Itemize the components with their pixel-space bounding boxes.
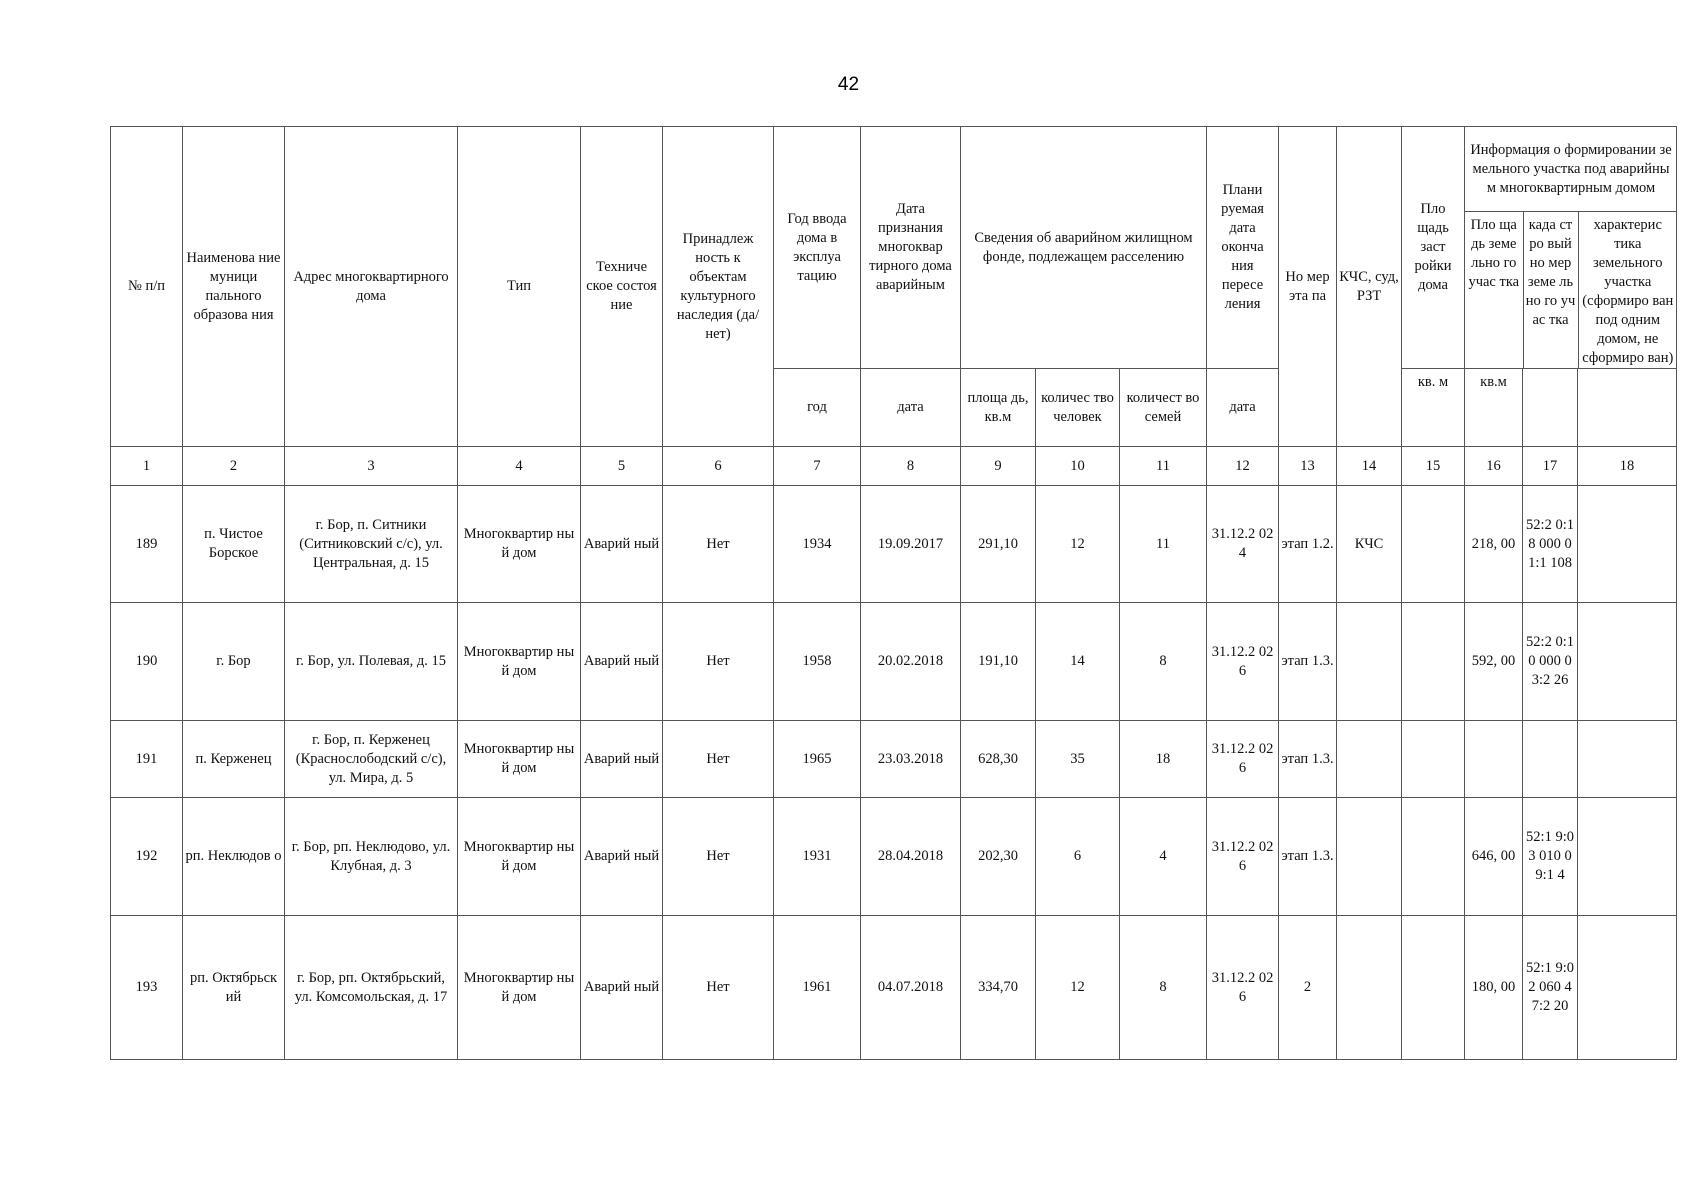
column-number: 1: [111, 447, 183, 486]
header-cadastral: када стро вый но мер земе льно го учас тка: [1523, 212, 1578, 369]
cell-people: 6: [1036, 798, 1120, 916]
cell-date: 28.04.2018: [861, 798, 961, 916]
column-number: 9: [961, 447, 1036, 486]
cell-planned: 31.12.2 026: [1207, 603, 1279, 721]
table-row: [111, 603, 1677, 721]
cell-planned: 31.12.2 026: [1207, 916, 1279, 1060]
header-num: № п/п: [111, 127, 183, 447]
cell-municipality: п. Чистое Борское: [183, 486, 285, 603]
cell-heritage: Нет: [663, 721, 774, 798]
cell-address: г. Бор, рп. Неклюдово, ул. Клубная, д. 3: [285, 798, 458, 916]
page-number: 42: [837, 74, 860, 95]
cell-land-char: [1578, 798, 1677, 916]
cell-land-area: 646, 00: [1465, 798, 1523, 916]
header-land-area: Пло щадь земе льно го учас тка: [1465, 212, 1523, 369]
header-sub-date: дата: [861, 369, 961, 447]
cell-year: 1931: [774, 798, 861, 916]
header-sub-land-area-unit: кв.м: [1465, 369, 1523, 447]
cell-planned: 31.12.2 026: [1207, 798, 1279, 916]
column-number: 4: [458, 447, 581, 486]
cell-heritage: Нет: [663, 916, 774, 1060]
table-row: [111, 486, 1677, 603]
cell-municipality: г. Бор: [183, 603, 285, 721]
cell-condition: Аварий ный: [581, 486, 663, 603]
header-sub-cadastral-cont: [1523, 369, 1578, 447]
cell-date: 20.02.2018: [861, 603, 961, 721]
header-kchs: КЧС, суд, РЗТ: [1337, 127, 1402, 447]
cell-area: 291,10: [961, 486, 1036, 603]
cell-type: Многоквартир ный дом: [458, 916, 581, 1060]
table-row: [111, 721, 1677, 798]
cell-heritage: Нет: [663, 486, 774, 603]
cell-area: 334,70: [961, 916, 1036, 1060]
cell-type: Многоквартир ный дом: [458, 721, 581, 798]
cell-address: г. Бор, рп. Октябрьский, ул. Комсомольская, д. 17: [285, 916, 458, 1060]
cell-kchs: [1337, 603, 1402, 721]
cell-kchs: [1337, 798, 1402, 916]
cell-stage: этап 1.3.: [1279, 721, 1337, 798]
column-number: 18: [1578, 447, 1677, 486]
cell-cadastral: [1523, 721, 1578, 798]
column-number: 6: [663, 447, 774, 486]
cell-people: 14: [1036, 603, 1120, 721]
cell-land-char: [1578, 603, 1677, 721]
cell-land-char: [1578, 486, 1677, 603]
cell-area: 191,10: [961, 603, 1036, 721]
column-number: 10: [1036, 447, 1120, 486]
cell-families: 8: [1120, 916, 1207, 1060]
cell-num: 191: [111, 721, 183, 798]
cell-kchs: КЧС: [1337, 486, 1402, 603]
cell-planned: 31.12.2 026: [1207, 721, 1279, 798]
cell-cadastral: 52:1 9:03 010 09:1 4: [1523, 798, 1578, 916]
cell-condition: Аварий ный: [581, 721, 663, 798]
header-planned-date: Плани руемая дата оконча ния пересе ления: [1207, 127, 1279, 369]
cell-heritage: Нет: [663, 603, 774, 721]
cell-building-area: [1402, 486, 1465, 603]
cell-cadastral: 52:2 0:10 000 03:2 26: [1523, 603, 1578, 721]
header-heritage: Принадлеж ность к объектам культурного наследия (да/нет): [663, 127, 774, 447]
column-number: 12: [1207, 447, 1279, 486]
housing-registry-table: [110, 126, 1677, 1060]
header-sub-year: год: [774, 369, 861, 447]
header-recognition-date: Дата признания многоквар тирного дома аварийным: [861, 127, 961, 369]
header-land-group: [1465, 127, 1677, 369]
column-number: 7: [774, 447, 861, 486]
header-sub-families: количест во семей: [1120, 369, 1207, 447]
cell-municipality: п. Керженец: [183, 721, 285, 798]
header-row-top: [111, 127, 1677, 369]
cell-families: 4: [1120, 798, 1207, 916]
header-year-built: Год ввода дома в эксплуа тацию: [774, 127, 861, 369]
cell-land-char: [1578, 721, 1677, 798]
cell-type: Многоквартир ный дом: [458, 798, 581, 916]
cell-land-area: 180, 00: [1465, 916, 1523, 1060]
cell-type: Многоквартир ный дом: [458, 603, 581, 721]
cell-building-area: [1402, 721, 1465, 798]
header-type: Тип: [458, 127, 581, 447]
column-number: 15: [1402, 447, 1465, 486]
column-number: 2: [183, 447, 285, 486]
table-row: [111, 798, 1677, 916]
cell-land-area: 592, 00: [1465, 603, 1523, 721]
header-land-char: характерис тика земельного участка (сформиро ван под одним домом, не сформиро ван): [1582, 217, 1674, 366]
header-address: Адрес многоквартирного дома: [285, 127, 458, 447]
header-sub-building-area-unit: кв. м: [1402, 369, 1465, 447]
cell-land-area: [1465, 721, 1523, 798]
cell-condition: Аварий ный: [581, 603, 663, 721]
cell-families: 11: [1120, 486, 1207, 603]
cell-people: 12: [1036, 486, 1120, 603]
cell-stage: 2: [1279, 916, 1337, 1060]
cell-kchs: [1337, 916, 1402, 1060]
header-land-info: Информация о формировании земельного участка под аварийным многоквартирным домом: [1465, 127, 1677, 212]
header-sub-planned-date: дата: [1207, 369, 1279, 447]
cell-area: 202,30: [961, 798, 1036, 916]
cell-year: 1961: [774, 916, 861, 1060]
cell-num: 192: [111, 798, 183, 916]
header-building-area: Пло щадь заст ройки дома: [1402, 127, 1465, 369]
header-condition: Техниче ское состоя ние: [581, 127, 663, 447]
cell-num: 189: [111, 486, 183, 603]
cell-date: 23.03.2018: [861, 721, 961, 798]
cell-num: 190: [111, 603, 183, 721]
header-stage-number: Но мер эта па: [1279, 127, 1337, 447]
cell-heritage: Нет: [663, 798, 774, 916]
cell-stage: этап 1.3.: [1279, 798, 1337, 916]
cell-cadastral: 52:2 0:18 000 01:1 108: [1523, 486, 1578, 603]
cell-address: г. Бор, п. Керженец (Краснослободский с/с), ул. Мира, д. 5: [285, 721, 458, 798]
header-municipality: Наименова ние муници пального образова ния: [183, 127, 285, 447]
cell-municipality: рп. Октябрьск ий: [183, 916, 285, 1060]
cell-kchs: [1337, 721, 1402, 798]
cell-condition: Аварий ный: [581, 916, 663, 1060]
header-sub-land-char-cont: [1578, 369, 1677, 447]
cell-people: 12: [1036, 916, 1120, 1060]
cell-building-area: [1402, 798, 1465, 916]
cell-cadastral: 52:1 9:02 060 47:2 20: [1523, 916, 1578, 1060]
cell-building-area: [1402, 916, 1465, 1060]
cell-land-char: [1578, 916, 1677, 1060]
cell-address: г. Бор, ул. Полевая, д. 15: [285, 603, 458, 721]
cell-condition: Аварий ный: [581, 798, 663, 916]
header-sub-area: площа дь, кв.м: [961, 369, 1036, 447]
cell-building-area: [1402, 603, 1465, 721]
header-sub-people: количес тво человек: [1036, 369, 1120, 447]
cell-land-area: 218, 00: [1465, 486, 1523, 603]
cell-year: 1958: [774, 603, 861, 721]
cell-municipality: рп. Неклюдов о: [183, 798, 285, 916]
land-header-inner: [1465, 127, 1677, 368]
cell-type: Многоквартир ный дом: [458, 486, 581, 603]
table-row: [111, 916, 1677, 1060]
cell-date: 19.09.2017: [861, 486, 961, 603]
column-number: 13: [1279, 447, 1337, 486]
cell-planned: 31.12.2 024: [1207, 486, 1279, 603]
column-number-row: [111, 447, 1677, 486]
column-number: 8: [861, 447, 961, 486]
cell-year: 1965: [774, 721, 861, 798]
column-number: 14: [1337, 447, 1402, 486]
column-number: 17: [1523, 447, 1578, 486]
cell-date: 04.07.2018: [861, 916, 961, 1060]
column-number: 16: [1465, 447, 1523, 486]
cell-stage: этап 1.3.: [1279, 603, 1337, 721]
cell-families: 18: [1120, 721, 1207, 798]
cell-address: г. Бор, п. Ситники (Ситниковский с/с), ул. Центральная, д. 15: [285, 486, 458, 603]
column-number: 3: [285, 447, 458, 486]
cell-stage: этап 1.2.: [1279, 486, 1337, 603]
column-number: 11: [1120, 447, 1207, 486]
cell-year: 1934: [774, 486, 861, 603]
cell-area: 628,30: [961, 721, 1036, 798]
cell-families: 8: [1120, 603, 1207, 721]
column-number: 5: [581, 447, 663, 486]
cell-people: 35: [1036, 721, 1120, 798]
header-fund-info: Сведения об аварийном жилищном фонде, подлежащем расселению: [961, 127, 1207, 369]
cell-num: 193: [111, 916, 183, 1060]
